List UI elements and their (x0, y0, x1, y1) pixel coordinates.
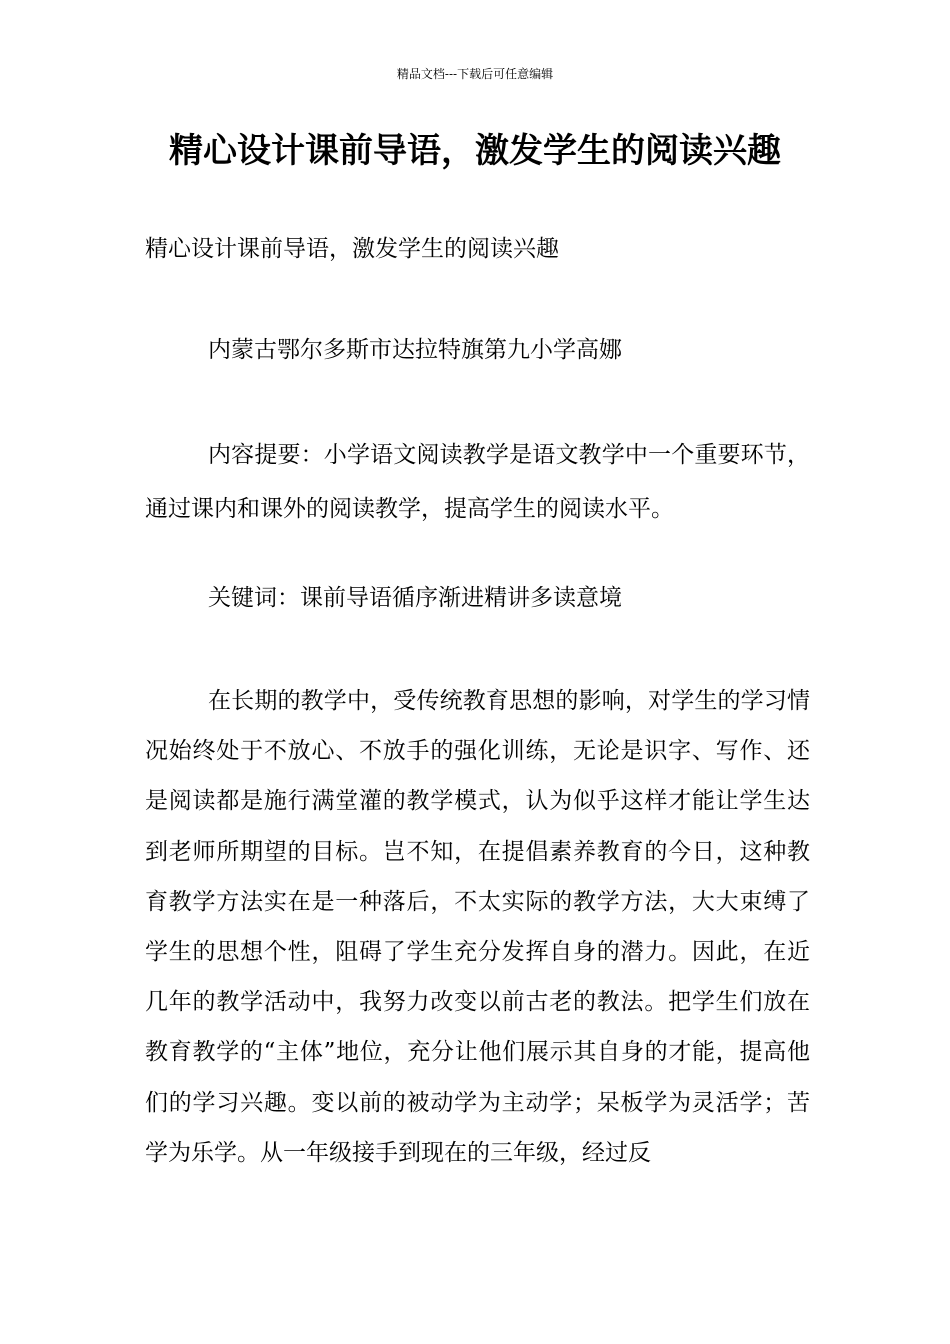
keywords-line: 关键词：课前导语循序渐进精讲多读意境 (208, 585, 622, 611)
header-note: 精品文档---下载后可任意编辑 (396, 67, 554, 81)
document-subtitle: 精心设计课前导语，激发学生的阅读兴趣 (145, 236, 559, 262)
abstract-paragraph: 内容提要：小学语文阅读教学是语文教学中一个重要环节，通过课内和课外的阅读教学，提高学生的阅读水平。 (145, 442, 810, 522)
author-line: 内蒙古鄂尔多斯市达拉特旗第九小学高娜 (208, 337, 622, 363)
document-title: 精心设计课前导语，激发学生的阅读兴趣 (169, 131, 781, 171)
body-paragraph: 在长期的教学中，受传统教育思想的影响，对学生的学习情况始终处于不放心、不放手的强化训练，无论是识字、写作、还是阅读都是施行满堂灌的教学模式，认为似乎这样才能让学生达到老师所期望的目标。岂不知，在提倡素养教育的今日，这种教育教学方法实在是一种落后，不太实际的教学方法，大大束缚了学生的思想个性，阻碍了学生充分发挥自身的潜力。因此，在近几年的教学活动中，我努力改变以前古老的教法。把学生们放在教育教学的“主体”地位，充分让他们展示其自身的才能，提高他们的学习兴趣。变以前的被动学为主动学；呆板学为灵活学；苦学为乐学。从一年级接手到现在的三年级，经过反 (145, 688, 810, 1166)
